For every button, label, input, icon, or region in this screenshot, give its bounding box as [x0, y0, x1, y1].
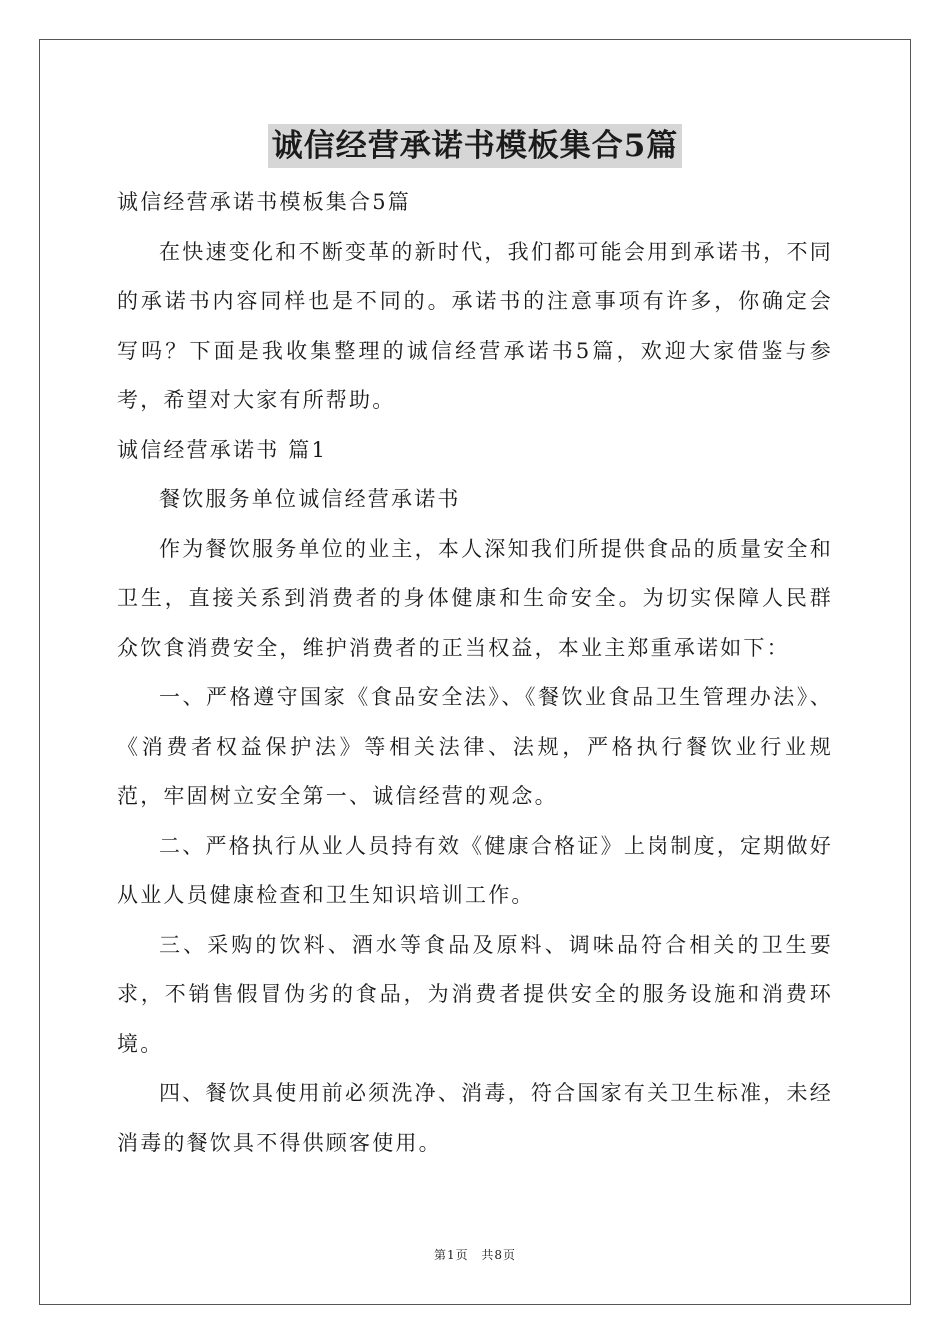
commitment-item-1: 一、严格遵守国家《食品安全法》、《餐饮业食品卫生管理办法》、《消费者权益保护法》等相关法律、法规，严格执行餐饮业行业规范，牢固树立安全第一、诚信经营的观念。 [117, 685, 833, 808]
page-number: 第1页 [433, 1248, 469, 1262]
document-subtitle: 诚信经营承诺书模板集合5篇 [117, 190, 411, 214]
letter-title: 餐饮服务单位诚信经营承诺书 [159, 487, 461, 511]
commitment-item-2: 二、严格执行从业人员持有效《健康合格证》上岗制度，定期做好从业人员健康检查和卫生知识培训工作。 [117, 833, 833, 907]
commitment-item-4: 四、餐饮具使用前必须洗净、消毒，符合国家有关卫生标准，未经消毒的餐饮具不得供顾客使用。 [117, 1081, 833, 1155]
page-footer [0, 1246, 950, 1263]
document-body [117, 178, 833, 1168]
page-total: 共8页 [481, 1248, 517, 1262]
commitment-item-3: 三、采购的饮料、酒水等食品及原料、调味品符合相关的卫生要求，不销售假冒伪劣的食品，为消费者提供安全的服务设施和消费环境。 [117, 932, 833, 1056]
title-container [0, 124, 950, 168]
section-heading: 诚信经营承诺书 篇1 [117, 437, 328, 462]
intro-paragraph: 在快速变化和不断变革的新时代，我们都可能会用到承诺书，不同的承诺书内容同样也是不同的。承诺书的注意事项有许多，你确定会写吗？下面是我收集整理的诚信经营承诺书5篇，欢迎大家借鉴与参考，希望对大家有所帮助。 [117, 239, 833, 412]
body-paragraph: 作为餐饮服务单位的业主，本人深知我们所提供食品的质量安全和卫生，直接关系到消费者的身体健康和生命安全。为切实保障人民群众饮食消费安全，维护消费者的正当权益，本业主郑重承诺如下： [117, 536, 833, 660]
document-title: 诚信经营承诺书模板集合5篇 [268, 124, 683, 168]
